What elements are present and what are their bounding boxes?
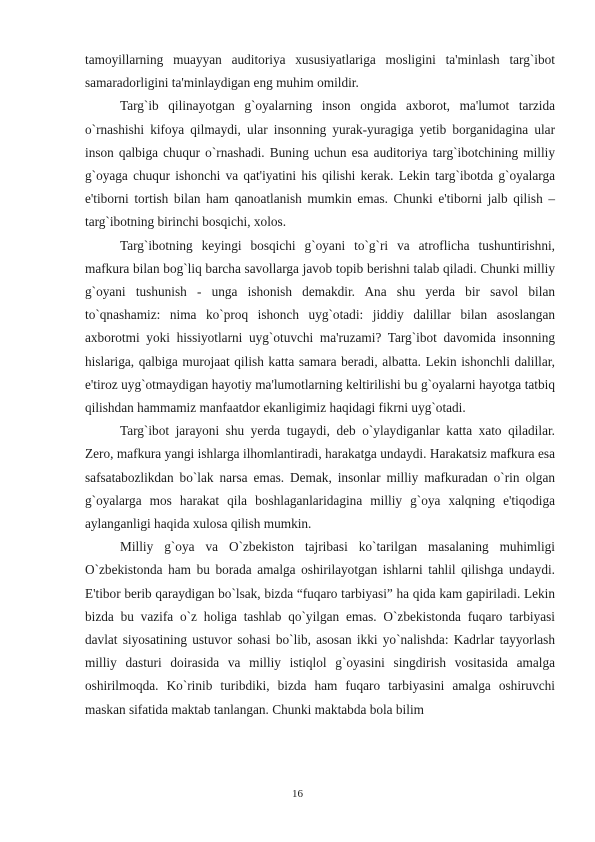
page-body xyxy=(85,48,555,721)
paragraph: Milliy g`oya va O`zbekiston tajribasi ko`tarilgan masalaning muhimligi O`zbekistonda ham bu borada amalga oshirilayotgan ishlarni tahlil qilishga undaydi. E'tibor berib qaraydigan bo`lsak, bizda “fuqaro tarbiyasi” ha qida kam gapiriladi. Lekin bizda bu vazifa o`z holiga tashlab qo`yilgan emas. O`zbekistonda fuqaro tarbiyasi davlat siyosatining ustuvor sohasi bo`lib, asosan ikki yo`nalishda: Kadrlar tayyorlash milliy dasturi doirasida va milliy istiqlol g`oyasini singdirish vositasida amalga oshirilmoqda. Ko`rinib turibdiki, bizda ham fuqaro tarbiyasini amalga oshiruvchi maskan sifatida maktab tanlangan. Chunki maktabda bola bilim xyxy=(85,539,555,717)
page-number: 16 xyxy=(292,788,303,800)
paragraph: Targ`ibot jarayoni shu yerda tugaydi, deb o`ylaydiganlar katta xato qiladilar. Zero, mafkura yangi ishlarga ilhomlantiradi, harakatga undaydi. Harakatsiz mafkura esa safsatabozlikdan bo`lak narsa emas. Demak, insonlar milliy mafkuradan o`rin olgan g`oyalarga mos harakat qila boshlaganlaridagina milliy g`oya xalqning e'tiqodiga aylanganligi haqida xulosa qilish mumkin. xyxy=(85,423,555,532)
paragraph: Targ`ibotning keyingi bosqichi g`oyani to`g`ri va atroflicha tushuntirishni, mafkura bilan bog`liq barcha savollarga javob topib berishni talab qiladi. Chunki milliy g`oyani tushunish - unga ishonish demakdir. Ana shu yerda bir savol bilan to`qnashamiz: nima ko`proq ishonch uyg`otadi: jiddiy dalillar bilan asoslangan axborotmi yoki hissiyotlarni uyg`otuvchi ma'ruzami? Targ`ibot davomida insonning hislariga, qalbiga murojaat qilish katta samara beradi, albatta. Lekin ishonchli dalillar, e'tiroz uyg`otmaydigan hayotiy ma'lumotlarning keltirilishi bu g`oyalarni hayotga tatbiq qilishdan hammamiz manfaatdor ekanligimiz haqidagi fikrni uyg`otadi. xyxy=(85,237,555,416)
paragraph: Targ`ib qilinayotgan g`oyalarning inson ongida axborot, ma'lumot tarzida o`rnashishi kifoya qilmaydi, ular insonning yurak-yuragiga yetib borganidagina ular inson qalbiga chuqur o`rnashadi. Buning uchun esa auditoriya targ`ibotchining milliy g`oyaga chuqur ishonchi va qat'iyatini his qilishi kerak. Lekin targ`ibotda g`oyalarga e'tiborni tortish bilan ham qanoatlanish mumkin emas. Chunki e'tiborni jalb qilish – targ`ibotning birinchi bosqichi, xolos. xyxy=(85,98,555,230)
paragraph-continuation: tamoyillarning muayyan auditoriya xususiyatlariga mosligini ta'minlash targ`ibot samaradorligini ta'minlaydigan eng muhim omildir. xyxy=(85,52,555,91)
